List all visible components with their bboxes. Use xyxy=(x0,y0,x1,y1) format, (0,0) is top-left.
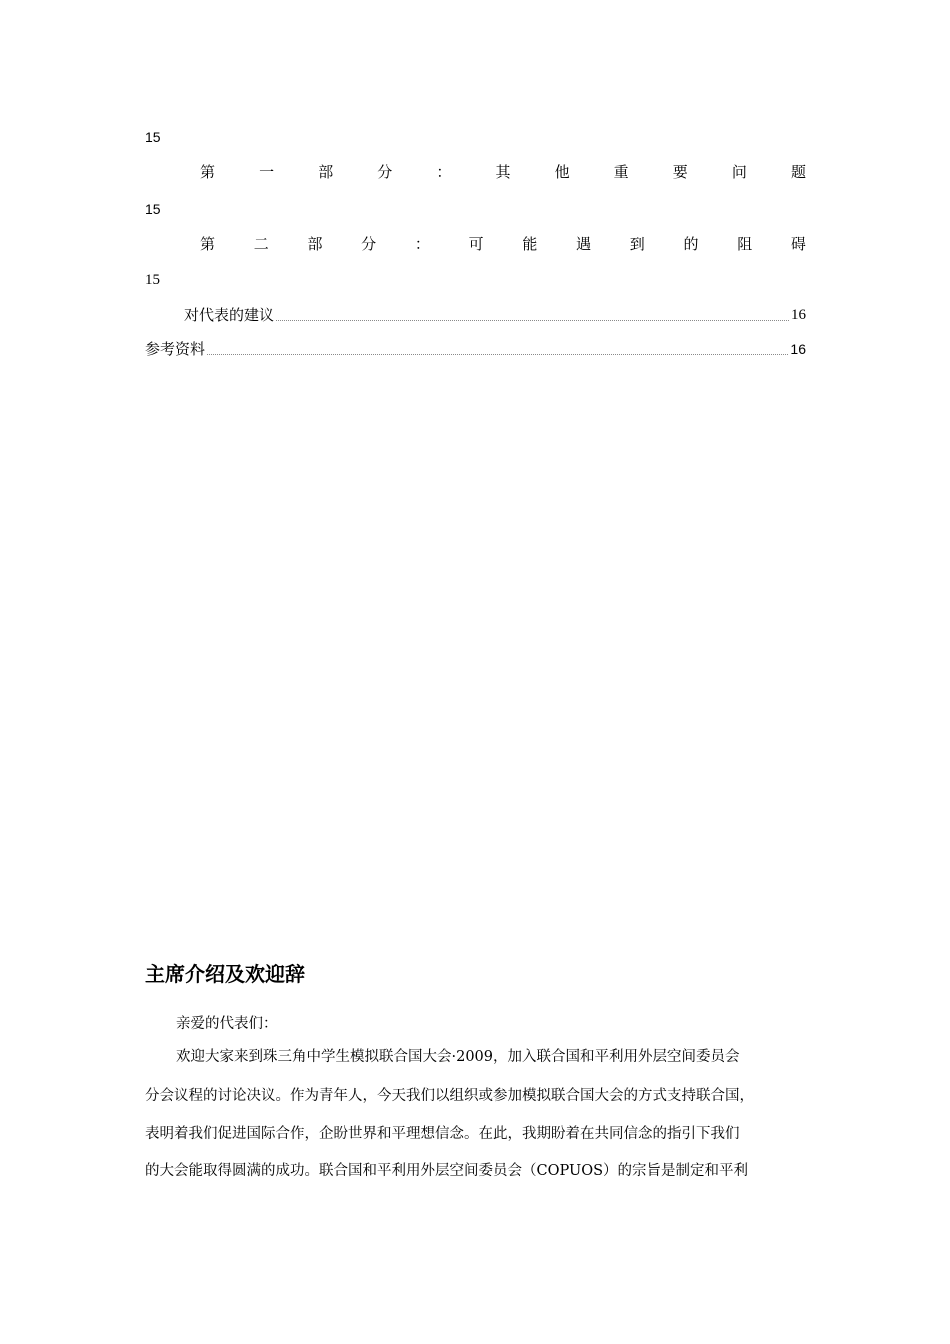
toc-page-number: 16 xyxy=(791,307,806,323)
toc-char: 分 xyxy=(377,163,393,181)
toc-char: 到 xyxy=(629,235,645,253)
toc-page-number: 15 xyxy=(145,201,161,217)
paragraph-line: 表明着我们促进国际合作，企盼世界和平理想信念。在此，我期盼着在共同信念的指引下我们 xyxy=(145,1126,740,1142)
paragraph-line: 欢迎大家来到珠三角中学生模拟联合国大会·2009，加入联合国和平利用外层空间委员会 xyxy=(176,1049,740,1065)
toc-char: 第 xyxy=(200,163,216,181)
toc-entry-advice-to-delegates[interactable] xyxy=(184,305,806,325)
toc-page-number: 16 xyxy=(790,341,806,357)
toc-char: 分 xyxy=(361,235,377,253)
toc-char: 其 xyxy=(495,163,511,181)
toc-entry-part-one-other-issues[interactable] xyxy=(200,162,806,182)
paragraph-line: 分会议程的讨论决议。作为青年人，今天我们以组织或参加模拟联合国大会的方式支持联合国， xyxy=(145,1088,754,1104)
toc-char: 重 xyxy=(613,163,629,181)
paragraph-line: 的大会能取得圆满的成功。联合国和平利用外层空间委员会（COPUOS）的宗旨是制定和平利 xyxy=(145,1163,749,1179)
toc-char: 二 xyxy=(253,235,269,253)
toc-page-number: 15 xyxy=(145,129,161,145)
toc-entry-label: 对代表的建议 xyxy=(184,306,275,324)
toc-char: 遇 xyxy=(576,235,592,253)
toc-char: 部 xyxy=(318,163,334,181)
toc-char: 要 xyxy=(672,163,688,181)
toc-entry-part-two-obstacles[interactable] xyxy=(200,234,806,254)
toc-dot-leader xyxy=(276,319,789,321)
toc-char: 一 xyxy=(259,163,275,181)
toc-char: ： xyxy=(436,163,452,181)
toc-char: 碍 xyxy=(790,235,806,253)
toc-entry-label: 参考资料 xyxy=(145,340,206,358)
toc-char: 部 xyxy=(307,235,323,253)
toc-char: 的 xyxy=(683,235,699,253)
greeting: 亲爱的代表们： xyxy=(176,1016,278,1032)
toc-char: 问 xyxy=(731,163,747,181)
toc-char: ： xyxy=(414,235,430,253)
toc-char: 第 xyxy=(200,235,216,253)
toc-entry-references[interactable] xyxy=(145,339,806,359)
toc-page-number: 15 xyxy=(145,272,160,288)
toc-char: 阻 xyxy=(737,235,753,253)
toc-dot-leader xyxy=(207,353,788,355)
toc-char: 题 xyxy=(790,163,806,181)
toc-char: 他 xyxy=(554,163,570,181)
section-heading: 主席介绍及欢迎辞 xyxy=(145,962,305,986)
toc-char: 能 xyxy=(522,235,538,253)
toc-char: 可 xyxy=(468,235,484,253)
